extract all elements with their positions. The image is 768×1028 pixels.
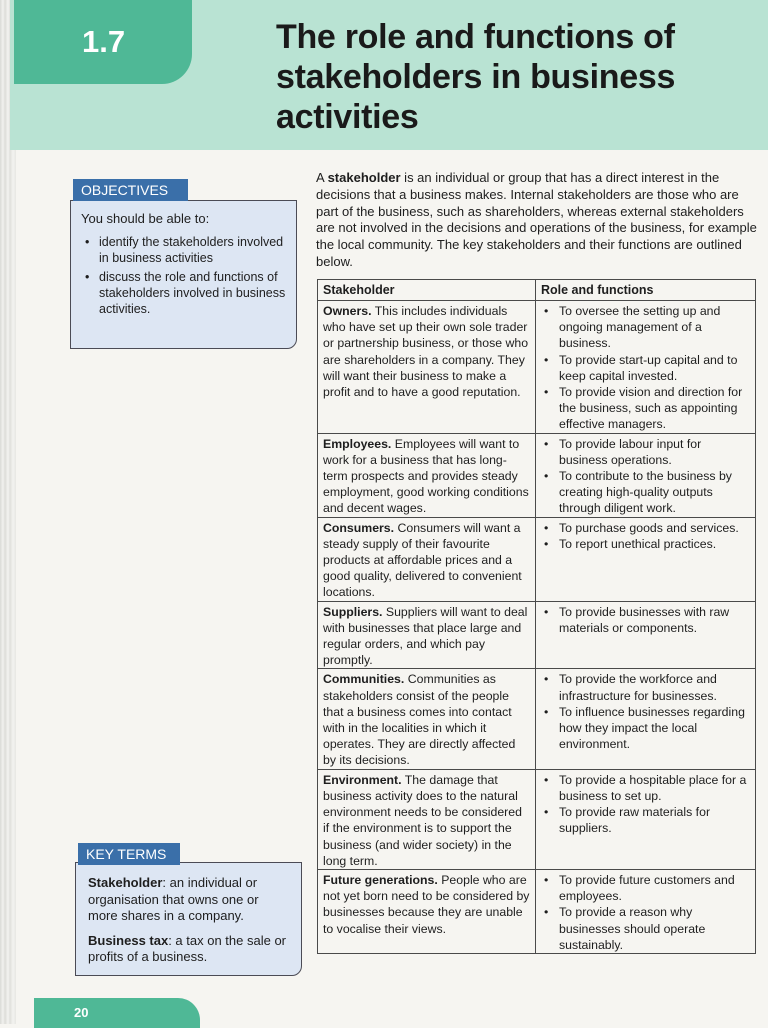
key-term-definition: : an individual or organisation that owns one or more shares in a company. [88, 875, 259, 923]
role-list [541, 436, 750, 517]
role-list [541, 671, 750, 752]
role-item: • To purchase goods and services. [541, 520, 750, 536]
intro-term: stakeholder [327, 170, 401, 185]
key-terms-box [75, 862, 302, 976]
stakeholder-name: Employees. [323, 436, 392, 451]
stakeholder-cell [318, 669, 536, 769]
role-list [541, 604, 750, 636]
key-term-name: Business tax [88, 932, 169, 948]
stakeholder-cell [318, 769, 536, 869]
stakeholder-description: Suppliers will want to deal with businesses that place large and regular orders, and which pay promptly. [323, 604, 528, 668]
stakeholder-table [317, 279, 756, 954]
stakeholder-cell [318, 433, 536, 517]
stakeholder-name: Future generations. [323, 872, 438, 887]
page-edge [0, 0, 16, 1024]
role-item: • To provide raw materials for suppliers. [541, 804, 750, 836]
role-cell [536, 669, 756, 769]
role-cell [536, 601, 756, 669]
role-item: • To provide the workforce and infrastructure for businesses. [541, 671, 750, 703]
section-number: 1.7 [82, 24, 126, 59]
key-terms-label: KEY TERMS [78, 843, 180, 865]
table-row [318, 301, 756, 434]
key-term-name: Stakeholder [88, 875, 163, 890]
table-header-row [318, 280, 756, 301]
stakeholder-name: Communities. [323, 672, 405, 687]
role-item: • To provide a hospitable place for a business to set up. [541, 772, 750, 804]
stakeholder-cell [318, 869, 536, 953]
role-cell [536, 301, 756, 434]
role-cell [536, 433, 756, 517]
column-header-stakeholder: Stakeholder [318, 280, 536, 301]
role-item: • To report unethical practices. [541, 536, 750, 552]
role-cell [536, 517, 756, 601]
table-row [318, 769, 756, 869]
objective-item: • identify the stakeholders involved in business activities [81, 234, 286, 266]
intro-text-rest: is an individual or group that has a direct interest in the decisions that a business makes. Internal stakeholders are those who are part of the business, such as shareholders, whereas external stakeholders are not involved in the decisions and operations of the business, for example the local community. The key stakeholders and their functions are outlined below. [316, 170, 757, 269]
stakeholder-description: Employees will want to work for a business that has long-term prospects and provides steady employment, good working conditions and decent wages. [323, 436, 529, 516]
role-item: • To contribute to the business by creating high-quality outputs through diligent work. [541, 468, 750, 517]
stakeholder-description: Consumers will want a steady supply of their favourite products at affordable prices and a good quality, delivered to convenient locations. [323, 520, 522, 600]
intro-text-start: A [316, 170, 328, 185]
stakeholder-name: Consumers. [323, 520, 395, 535]
stakeholder-description: This includes individuals who have set up their own sole trader or partnership business, or those who are shareholders in a company. They will want their business to make a profit and to have a good reputation. [323, 304, 529, 400]
role-item: • To provide labour input for business operations. [541, 436, 750, 468]
stakeholder-name: Owners. [323, 304, 372, 318]
intro-paragraph [316, 170, 758, 271]
table-row [318, 869, 756, 953]
table-row [318, 433, 756, 517]
objectives-label: OBJECTIVES [73, 179, 188, 201]
key-term-definition: : a tax on the sale or profits of a business. [88, 932, 286, 964]
role-list [541, 772, 750, 837]
stakeholder-cell [318, 517, 536, 601]
stakeholder-description: Communities as stakeholders consist of the people that a business comes into contact with in the localities in which it operates. They are directly affected by its decisions. [323, 672, 516, 768]
page-title: The role and functions of stakeholders in business activities [276, 18, 676, 136]
role-item: • To provide future customers and employees. [541, 872, 750, 904]
role-item: • To provide start-up capital and to keep capital invested. [541, 352, 750, 384]
stakeholder-cell [318, 301, 536, 434]
table-row [318, 669, 756, 769]
key-term [88, 875, 290, 925]
stakeholder-description: The damage that business activity does to the natural environment needs to be considered if the environment is to support the business (and wider society) in the long term. [323, 772, 522, 868]
role-list [541, 520, 750, 552]
role-item: • To influence businesses regarding how they impact the local environment. [541, 704, 750, 753]
objective-item: • discuss the role and functions of stakeholders involved in business activities. [81, 269, 286, 317]
role-item: • To provide vision and direction for the business, such as appointing effective managers. [541, 384, 750, 433]
key-term [88, 933, 290, 966]
role-list [541, 303, 750, 433]
objectives-box [70, 200, 297, 349]
stakeholder-name: Suppliers. [323, 604, 383, 619]
stakeholder-cell [318, 601, 536, 669]
stakeholder-description: People who are not yet born need to be considered by businesses because they are unable to vocalise their views. [323, 872, 530, 936]
role-item: • To oversee the setting up and ongoing management of a business. [541, 303, 750, 352]
page-number: 20 [74, 1005, 89, 1020]
role-cell [536, 769, 756, 869]
objectives-list [81, 234, 286, 317]
role-item: • To provide a reason why businesses should operate sustainably. [541, 904, 750, 953]
table-row [318, 517, 756, 601]
column-header-role: Role and functions [536, 280, 756, 301]
stakeholder-name: Environment. [323, 772, 402, 787]
table-row [318, 601, 756, 669]
role-item: • To provide businesses with raw materials or components. [541, 604, 750, 636]
role-cell [536, 869, 756, 953]
objectives-intro: You should be able to: [81, 211, 210, 226]
role-list [541, 872, 750, 953]
